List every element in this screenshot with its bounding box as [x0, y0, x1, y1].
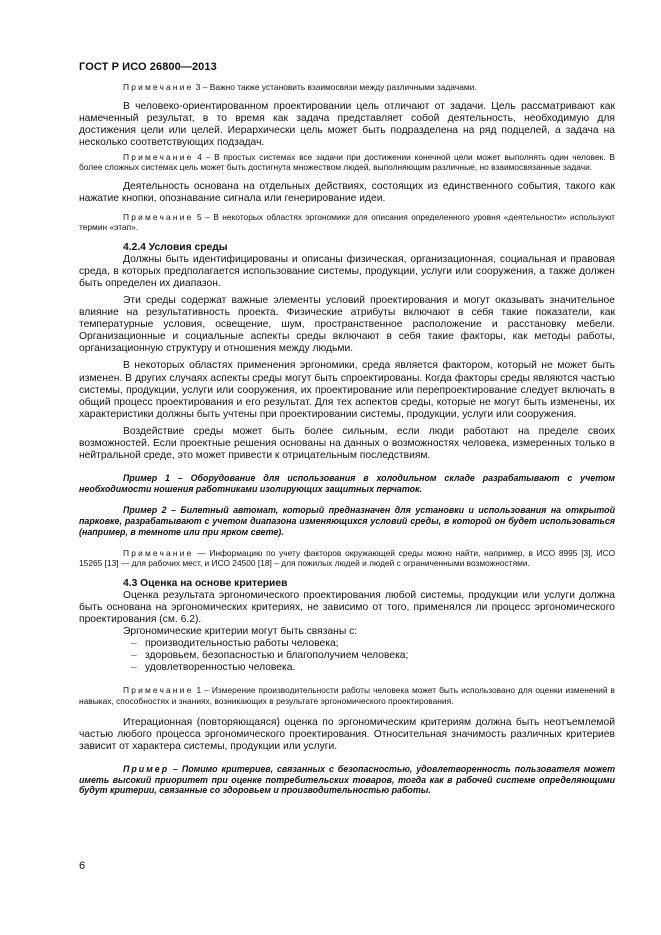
list-item: – здоровьем, безопасностью и благополучием человека; [145, 650, 615, 662]
paragraph-iterative-evaluation: Итерационная (повторяющаяся) оценка по эргономическим критериям должна быть неотъемлемой частью любого процесса эргономического проектирования. Относительная значимость различных критериев зависит от характера системы, продукции или услуги. [79, 716, 615, 752]
page-content [79, 82, 615, 796]
note-info: Примечание — Информацию по учету факторов окружающей среды можно найти, например, в ИСО 8995 [3], ИСО 15265 [13] — для рабочих мест, и ИСО 24500 [18] – для пожилых людей и людей с ограниченными возможностями. [79, 548, 615, 569]
example-2: Пример 2 – Билетный автомат, который предназначен для установки и использования на открытой парковке, разрабатывают с учетом диапазона изменяющихся условий среды, в которой он будет использоваться (например, в темноте или при ярком свете). [79, 505, 615, 537]
document-header: ГОСТ Р ИСО 26800—2013 [79, 61, 217, 73]
example-1: Пример 1 – Оборудование для использования в холодильном складе разрабатывают с учетом необходимости ношения работниками изолирующих защитных перчаток. [79, 473, 615, 494]
paragraph-activity: Деятельность основана на отдельных действиях, состоящих из единственного события, такого как нажатие кнопки, опознавание сигнала или генерирование идеи. [79, 180, 615, 205]
paragraph-goal-vs-task: В человеко-ориентированном проектировании цель отличают от задачи. Цель рассматривают как намеченный результат, в то время как задача представляет собой деятельность, необходимую для достижения цели или целей. Иерархически цель может быть подразделена на ряд подцелей, а задача на несколько соответствующих подзадач. [79, 101, 615, 149]
paragraph-environment-elements: Эти среды содержат важные элементы условий проектирования и могут оказывать значительное влияние на результативность проекта. Физические атрибуты включают в себя такие показатели, как температурные условия, освещение, шум, пространственное расположение и расстановку мебели. Организационные и социальные аспекты среды включают в себя такие факторы, как методы работы, организационную структуру и отношения между людьми. [79, 294, 615, 355]
section-heading-4-2-4: 4.2.4 Условия среды [123, 241, 228, 253]
paragraph-environment-impact: Воздействие среды может быть более сильным, если люди работают на пределе своих возможностей. Если проектные решения основаны на данных о возможностях человека, измеренных только в нейтральной среде, это может привести к отрицательным последствиям. [79, 425, 615, 462]
paragraph-criteria-intro: Эргономические критерии могут быть связаны с: [123, 625, 358, 637]
example-3: Пример – Помимо критериев, связанных с безопасностью, удовлетворенность пользователя может иметь высокий приоритет при оценке потребительских товаров, тогда как в рабочей системе определяющими будут критерии, связанные со здоровьем и производительностью работы. [79, 763, 615, 796]
paragraph-environment-change: В некоторых областях применения эргономики, среда является фактором, который не может быть изменен. В других случаях аспекты среды могут быть спроектированы. Когда факторы среды являются частью системы, продукции, услуги или сооружения, их проектирование или перепроектирование следует включать в общий процесс проектирования и его результат. Для тех аспектов среды, которые не могут быть изменены, их характеристики должны быть учтены при проектировании системы, продукции, услуги или сооружения. [79, 360, 615, 420]
note-1-measurement: Примечание 1 – Измерение производительности работы человека может быть использовано для оценки изменений в навыках, способностях и знаниях, возникающих в результате эргономического проектирования. [79, 685, 615, 706]
criteria-list [79, 638, 615, 674]
note-5: Примечание 5 – В некоторых областях эргономики для описания определенного уровня «деятельности» используют термин «этап». [79, 212, 615, 233]
note-4: Примечание 4 – В простых системах все задачи при достижении конечной цели может выполнять один человек. В более сложных системах цель может быть достигнута множеством людей, выполняющим различные, но взаимосвязанные задачи. [79, 151, 615, 172]
section-heading-4-3: 4.3 Оценка на основе критериев [123, 577, 288, 589]
list-item: – производительностью работы человека; [145, 638, 615, 650]
list-item: – удовлетворенностью человека. [145, 662, 615, 674]
paragraph-environment-description: Должны быть идентифицированы и описаны физическая, организационная, социальная и правовая среда, в которых предполагается использование системы, продукции, услуги или сооружения, а также должен быть определен их диапазон. [79, 253, 615, 289]
note-3: Примечание 3 – Важно также установить взаимосвязи между различными задачами. [123, 82, 477, 92]
paragraph-evaluation: Оценка результата эргономического проектирования любой системы, продукции или услуги должна быть основана на эргономических критериях, не зависимо от того, применялся ли процесс эргономического проектирования (см. 6.2). [79, 589, 615, 625]
page-number: 6 [79, 860, 86, 872]
